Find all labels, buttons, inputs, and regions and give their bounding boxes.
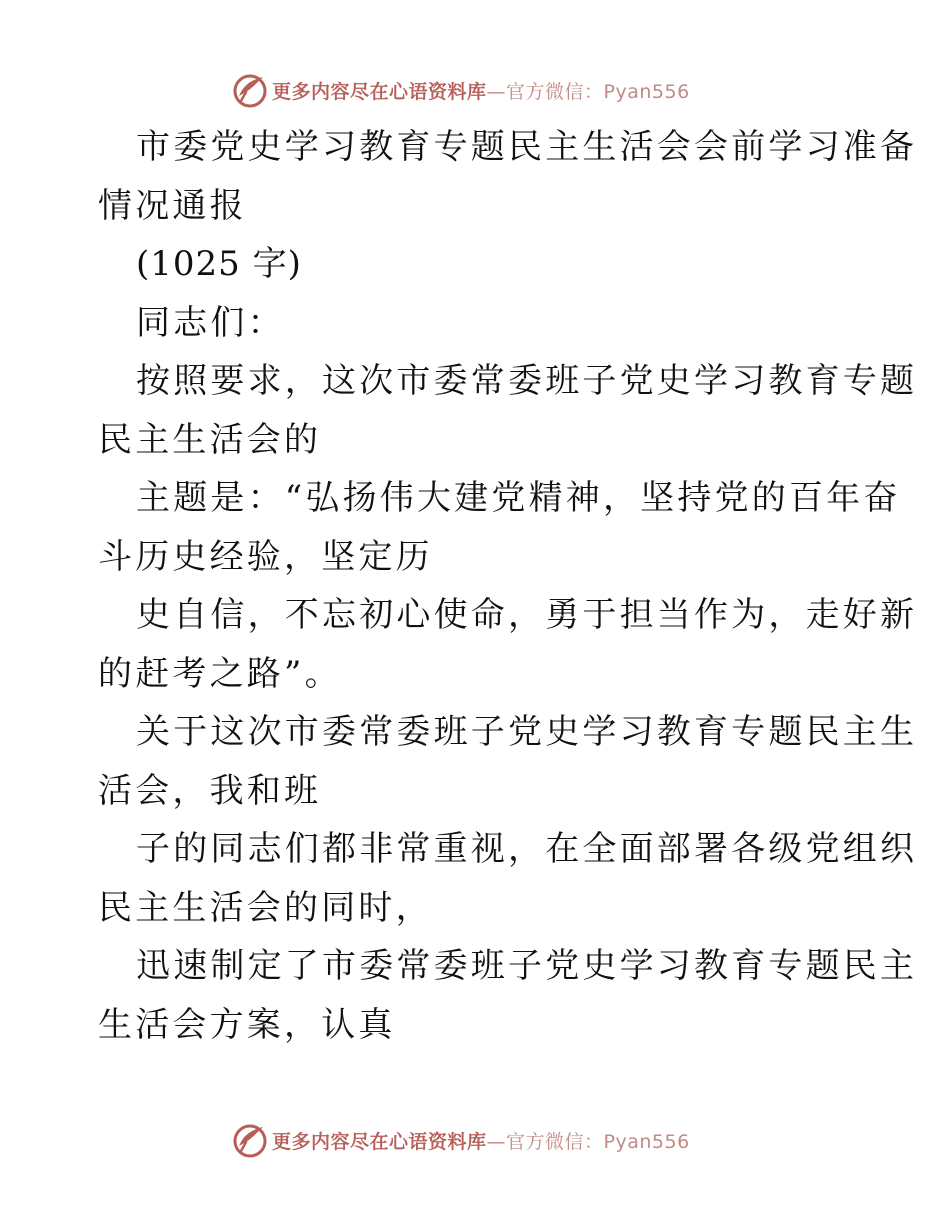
paragraph-line: 的赶考之路”。 [98,653,342,694]
document-title-line-1: 市委党史学习教育专题民主生活会会前学习准备 [136,127,918,167]
paragraph-line: 史自信，不忘初心使命，勇于担当作为，走好新 [136,595,918,635]
watermark-text: 更多内容尽在心语资料库—官方微信：Pyan556 [272,80,690,103]
word-count: (1025 字) [136,244,302,284]
header-watermark [232,70,712,110]
paragraph-line: 子的同志们都非常重视，在全面部署各级党组织 [136,829,918,869]
brand-logo-icon [232,1122,268,1158]
footer-watermark [232,1120,712,1160]
paragraph-line: 民主生活会的 [98,419,322,460]
paragraph-line: 主题是：“弘扬伟大建党精神，坚持党的百年奋 [136,478,901,518]
paragraph-line: 按照要求，这次市委常委班子党史学习教育专题 [136,361,918,401]
brand-logo-icon [232,72,268,108]
document-title-line-2: 情况通报 [98,185,247,226]
paragraph-line: 生活会方案，认真 [98,1004,396,1045]
paragraph-line: 活会，我和班 [98,770,322,811]
paragraph-line: 迅速制定了市委常委班子党史学习教育专题民主 [136,946,918,986]
paragraph-line: 斗历史经验，坚定历 [98,536,433,577]
paragraph-line: 民主生活会的同时， [98,887,433,928]
watermark-text: 更多内容尽在心语资料库—官方微信：Pyan556 [272,1130,690,1153]
paragraph-line: 关于这次市委常委班子党史学习教育专题民主生 [136,712,918,752]
document-body [98,118,918,1054]
salutation: 同志们： [136,302,285,343]
